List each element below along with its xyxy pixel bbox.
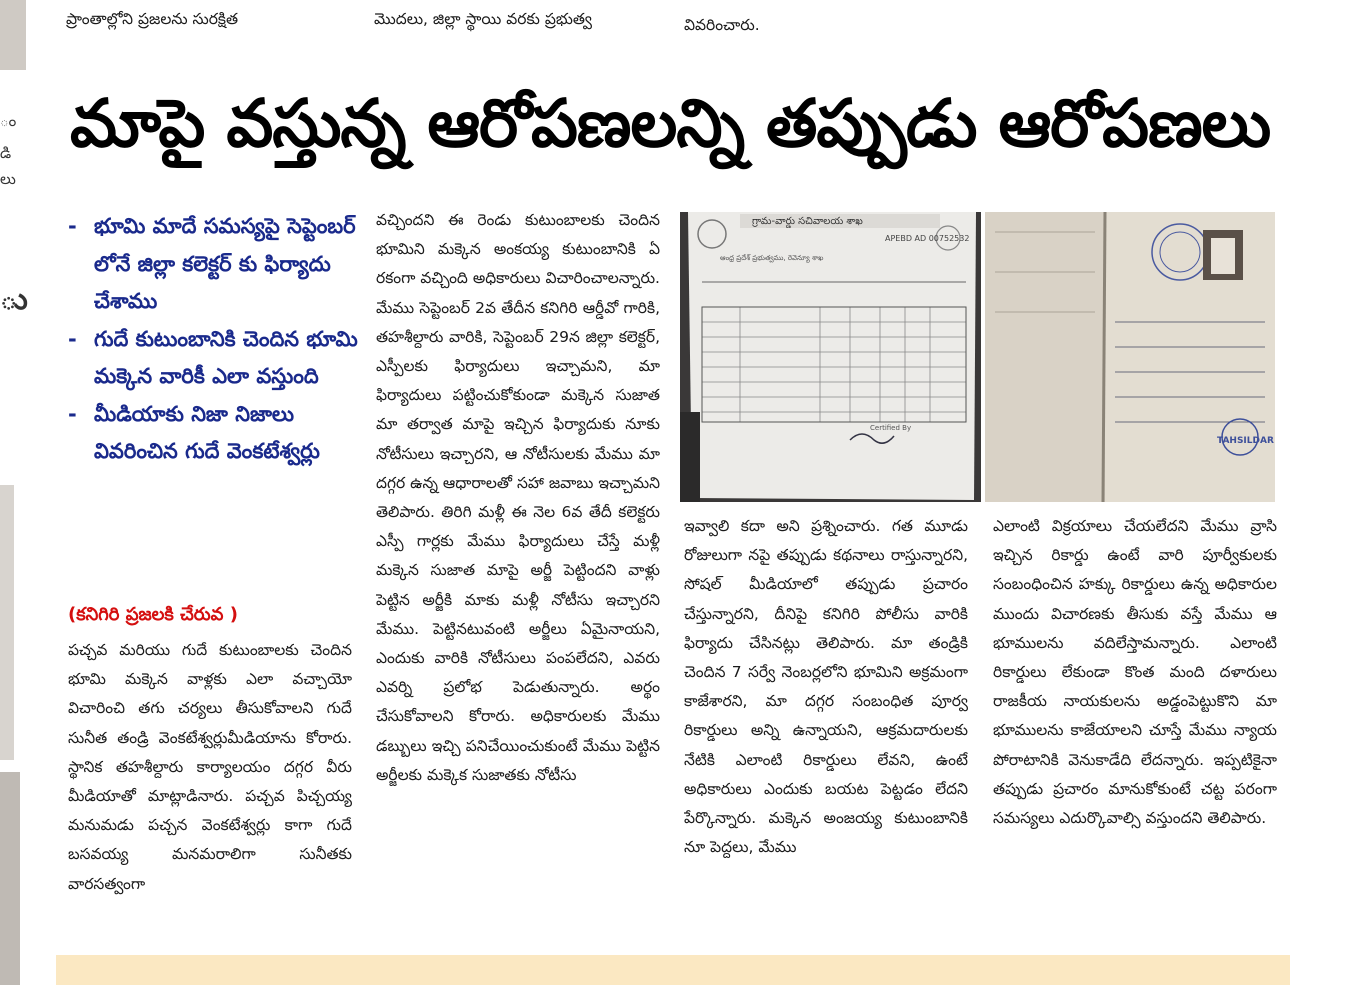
top-strip-col3: వివరించారు.: [684, 16, 760, 34]
adjacent-page-photo-top: [0, 0, 26, 70]
document-subtitle: ఆంధ్ర ప్రదేశ్ ప్రభుత్వము, రెవెన్యూ శాఖ: [720, 254, 824, 262]
document-serial: APEBD AD 00752532: [885, 234, 970, 243]
highlight-item: - మీడియాకు నిజా నిజాలు వివరించిన గుదే వెంకటేశ్వర్లు: [68, 396, 358, 471]
passbook-image: [985, 212, 1275, 502]
article-column-3: [684, 512, 968, 922]
adjacent-fragment: ం: [0, 112, 17, 130]
passbook-photo: [985, 212, 1275, 502]
adjacent-fragment: డి: [0, 144, 12, 162]
land-record-photo: [680, 212, 981, 502]
document-certified: Certified By: [870, 424, 912, 432]
column-text: పచ్చవ మరియు గుదే కుటుంబాలకు చెందిన భూమి మక్కెన వాళ్లకు ఎలా వచ్చాయో విచారించి తగు చర్యలు తీసుకోవాలని గుదే సునీత తండ్రి వెంకటేశ్వర్లుమీడియాను కోరారు. స్థానిక తహశీల్దారు కార్యాలయం దగ్గర వీరు మీడియాతో మాట్లాడినారు. పచ్చవ పిచ్చయ్య మనుమడు పచ్చన వెంకటేశ్వర్లు కాగా గుదే బసవయ్య మనమరాలిగా సునీతకు వారసత్వంగా: [68, 641, 352, 893]
document-header: గ్రామ-వార్డు సచివాలయ శాఖ: [752, 216, 863, 227]
article-column-4: [993, 512, 1277, 922]
adjacent-fragment: లు: [0, 170, 16, 188]
column-text: ఇవ్వాలి కదా అని ప్రశ్నించారు. గత మూడు రోజులుగా నపై తప్పుడు కథనాలు రాస్తున్నారని, సోషల్ మీడియాలో తప్పుడు ప్రచారం చేస్తున్నారని, దీనిపై కనిగిరి పోలీసు వారికి ఫిర్యాదు చేసినట్లు తెలిపారు. మా తండ్రికి చెందిన 7 సర్వే నెంబర్లలోని భూమిని అక్రమంగా కాజేశారని, మా దగ్గర సంబంధిత పూర్వ రికార్డులు అన్ని ఉన్నాయని, ఆక్రమదారులకు నేటికి ఎలాంటి రికార్డులు లేవని, ఉంటే అధికారులు ఎందుకు బయట పెట్టడం లేదని పేర్కొన్నారు. మక్కెన అంజయ్య కుటుంబానికి నూ పెద్దలు, మేము: [684, 517, 968, 857]
top-strip-col1: ప్రాంతాల్లోని ప్రజలను సురక్షిత: [66, 10, 239, 28]
headline: మాపై వస్తున్న ఆరోపణలన్ని తప్పుడు ఆరోపణలు: [70, 85, 1271, 162]
column-text: ఎలాంటి విక్రయాలు చేయలేదని మేము వ్రాసి ఇచ్చిన రికార్డు ఉంటే వారి పూర్వీకులకు సంబంధించిన హక్కు రికార్డులు ఉన్న అధికారుల ముందు విచారణకు తీసుకు వస్తే మేము ఆ భూములను వదిలేస్తామన్నారు. ఎలాంటి రికార్డులు లేకుండా కొంత మంది దళారులు రాజకీయ నాయకులను అడ్డంపెట్టుకొని మా భూములను కాజేయాలని చూస్తే మేము న్యాయ పోరాటానికి వెనుకాడేది లేదన్నారు. ఇప్పటికైనా తప్పుడు ప్రచారం మానుకోకుంటే చట్ట పరంగా సమస్యలు ఎదుర్కొవాల్సి వస్తుందని తెలిపారు.: [993, 517, 1277, 828]
highlights-list: [68, 208, 358, 471]
highlight-item: - భూమి మాదే సమస్యపై సెప్టెంబర్ లోనే జిల్లా కలెక్టర్ కు ఫిర్యాదు చేశాము: [68, 208, 358, 321]
article-column-2: [376, 206, 660, 938]
tahsildar-stamp: TAHSILDAR: [1217, 436, 1274, 446]
adjacent-fragment: ు: [0, 282, 28, 317]
bottom-colored-band: [56, 955, 1290, 985]
adjacent-page-photo-mid: [0, 485, 14, 760]
dateline: (కనిగిరి ప్రజలకి చేరువ ): [68, 604, 238, 625]
highlight-item: - గుదే కుటుంబానికి చెందిన భూమి మక్కెన వారికీ ఎలా వస్తుంది: [68, 321, 358, 396]
column-text: వచ్చిందని ఈ రెండు కుటుంబాలకు చెందిన భూమిని మక్కెన అంకయ్య కుటుంబానికి ఏ రకంగా వచ్చింది అధికారులు విచారించాలన్నారు. మేము సెప్టెంబర్ 2వ తేదీన కనిగిరి ఆర్డీవో గారికి, తహశీల్దారు వారికి, సెప్టెంబర్ 29న జిల్లా కలెక్టర్, ఎస్పీలకు ఫిర్యాదులు ఇచ్చామని, మా ఫిర్యాదులు పట్టించుకోకుండా మక్కెన సుజాత మా తర్వాత మాపై ఇచ్చిన ఫిర్యాదుకు నూకు నోటీసులు ఇచ్చారని, ఆ నోటీసులకు మేము మా దగ్గర ఉన్న ఆధారాలతో సహా జవాబు ఇచ్చామని తెలిపారు. తిరిగి మళ్లీ ఈ నెల 6వ తేదీ కలెక్టరు ఎస్పీ గార్లకు మేము ఫిర్యాదులు చేస్తే మళ్లీ మక్కెన సుజాత మాపై అర్జీ పెట్టిందని వాళ్లు పెట్టిన అర్జీకి మాకు మళ్లీ నోటీసు ఇచ్చారని మేము. పెట్టినటువంటి అర్జీలు ఏమైనాయని, ఎందుకు వారికి నోటీసులు పంపలేదని, ఎవరు ఎవర్ని ప్రలోభ పెడుతున్నారు. అర్థం చేసుకోవాలని కోరారు. అధికారులకు మేము డబ్బులు ఇచ్చి పనిచేయించుకుంటే మేము పెట్టిన అర్జీలకు మక్కెక సుజాతకు నోటీసు: [376, 211, 660, 784]
top-strip-col2: మొదలు, జిల్లా స్థాయి వరకు ప్రభుత్వ: [374, 10, 592, 28]
article-column-1: [68, 636, 352, 936]
adjacent-page-photo-bottom: [0, 772, 20, 985]
